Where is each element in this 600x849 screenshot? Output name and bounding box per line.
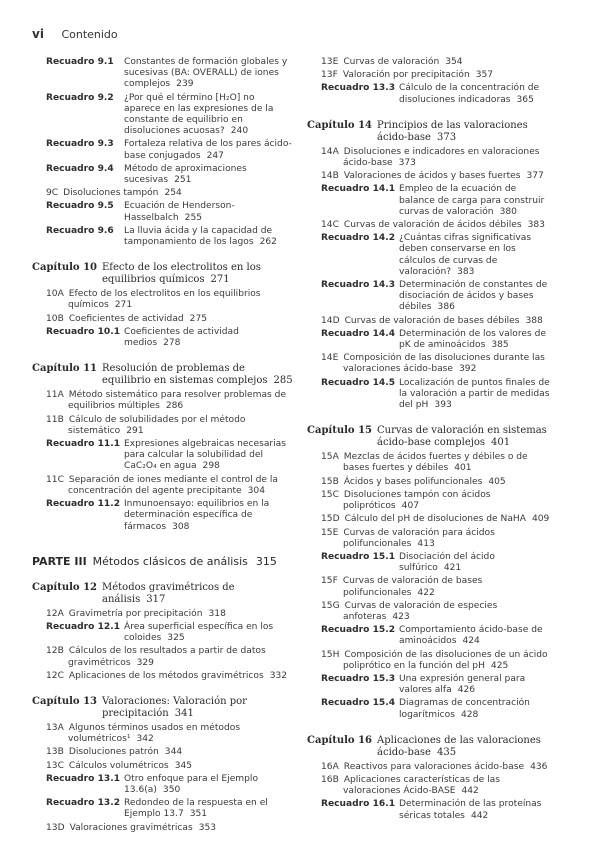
page-ref: 357 [475,70,494,81]
section-entry [32,823,294,834]
section-label-inline: 11B [46,414,64,425]
section-entry [32,671,294,682]
box-label: Recuadro 9.2 [46,92,114,103]
box-entry [32,226,294,248]
box-entry [32,57,294,91]
chapter-label: Capítulo 12 [32,581,97,593]
entry-title [307,220,551,231]
chapter-label: Capítulo 11 [32,363,97,375]
box-entry [32,439,294,473]
entry-title [32,475,294,497]
section-entry [307,514,551,525]
section-entry [32,289,294,311]
entry-title-text: Efecto de los electrolitos en los equilibrios químicos [68,289,261,311]
page-ref: 407 [401,501,420,512]
chapter-title-text: Resolución de problemas de equilibrio en sistemas complejos [102,363,268,387]
page-ref: 298 [202,461,220,472]
page-ref: 422 [417,587,435,598]
entry-title-text: Constantes de formación globales y sucesivas (BA: OVERALL) de iones complejos [124,57,288,90]
entry-title-text: Aplicaciones de los métodos gravimétricos [68,670,264,681]
box-label: Recuadro 13.1 [46,773,121,784]
part-heading [32,555,294,568]
page-ref: 315 [255,554,277,568]
page-ref: 401 [454,463,472,474]
box-entry [307,184,551,218]
entry-title [32,188,294,199]
box-label: Recuadro 14.1 [321,184,396,195]
box-entry [32,774,294,796]
box-label: Recuadro 9.1 [46,57,114,67]
box-label: Recuadro 13.2 [46,798,121,809]
box-label: Recuadro 11.2 [46,499,121,510]
entry-title [307,514,551,525]
box-label: Recuadro 15.2 [321,625,396,636]
page-ref: 413 [417,538,435,549]
page-ref: 329 [136,657,154,668]
part-title: Métodos clásicos de análisis [92,554,248,568]
entry-title-text: Disoluciones tampón con ácidos polipróticos [343,489,491,512]
running-title: Contenido [61,28,118,41]
box-label: Recuadro 12.1 [46,621,121,632]
box-entry [307,674,551,696]
entry-title-text: Curvas de valoración de bases débiles [344,315,520,326]
entry-title [32,761,294,772]
section-label-inline: 11C [46,474,64,485]
page-ref: 442 [470,810,489,821]
box-entry [32,499,294,533]
page-ref: 351 [189,809,208,820]
page-ref: 380 [499,206,517,217]
page-ref: 401 [491,437,511,449]
page-ref: 247 [206,150,224,161]
box-label: Recuadro 14.5 [321,377,396,388]
page-ref: 426 [457,685,476,696]
entry-title-text: ¿Por qué el término [H₂O] no aparece en las expresiones de la constante de equilibrio en disoluciones acuosas? [124,92,274,137]
entry-title [307,762,551,773]
entry-title-text: Reactivos para valoraciones ácido-base [343,761,525,772]
page-ref: 286 [165,401,184,412]
box-entry [32,622,294,644]
box-entry [32,327,294,349]
page-ref: 240 [230,126,249,137]
chapter-heading [32,582,294,606]
section-label-inline: 9C [46,188,59,199]
page-ref: 373 [436,131,457,143]
section-label-inline: 10A [46,289,64,300]
section-label-inline: 15H [321,649,340,660]
page-ref: 239 [176,79,194,90]
entry-title-text: Curvas de valoración para ácidos polifuncionales [343,527,495,549]
entry-title [307,601,551,623]
box-label: Recuadro 9.6 [46,225,114,236]
entry-title [307,353,551,375]
page-ref: 425 [490,660,509,671]
entry-title [307,576,551,598]
box-entry [307,280,551,314]
section-label-inline: 13B [46,747,64,758]
page-ref: 386 [437,302,455,313]
page-ref: 325 [167,633,185,644]
section-entry [307,220,551,231]
section-label-inline: 15A [321,452,339,463]
page-ref: 318 [208,608,226,619]
page-ref: 421 [443,563,462,574]
entry-title [307,171,551,182]
entry-title [307,452,551,474]
chapter-title-text: Valoraciones: Valoración por precipitación [102,695,247,719]
entry-title [32,747,294,758]
entry-title-text: Algunos términos usados en métodos volumétricos¹ [68,722,241,745]
section-entry [32,646,294,668]
section-entry [307,762,551,773]
entry-title-text: Una expresión general para valores alfa [399,673,526,696]
box-entry [307,233,551,278]
section-entry [307,147,551,169]
page-ref: 262 [259,237,277,248]
entry-title-text: Coeficientes de actividad medios [124,326,239,349]
section-label-inline: 13D [46,822,65,833]
section-entry [32,475,294,497]
page-ref: 271 [210,274,230,286]
entry-title-text: Cálculos de los resultados a partir de datos gravimétricos [68,646,266,668]
section-entry [32,390,294,412]
box-label: Recuadro 11.1 [46,439,121,450]
section-label-inline: 15G [321,600,340,611]
section-label-inline: 13F [321,70,338,81]
box-entry [307,625,551,647]
section-label-inline: 14D [321,315,340,326]
toc-column-right [307,57,551,824]
chapter-label: Capítulo 14 [307,119,372,131]
box-label: Recuadro 9.3 [46,139,114,150]
box-label: Recuadro 14.2 [321,233,396,244]
chapter-label: Capítulo 15 [307,425,372,437]
box-entry [307,698,551,720]
page-ref: 383 [457,266,475,277]
chapter-title-text: Curvas de valoración en sistemas ácido-base complejos [377,425,547,449]
entry-title-text: Redondeo de la respuesta en el Ejemplo 13.7 [124,798,268,820]
page-ref: 436 [530,761,548,772]
entry-title-text: Composición de las disoluciones de un ácido poliprótico en la función del pH [343,649,548,671]
page-ref: 392 [459,364,477,375]
entry-title [32,390,294,412]
box-label: Recuadro 13.3 [321,83,396,94]
section-entry [32,314,294,325]
toc-column-left [32,57,294,836]
page-ref: 435 [436,746,457,758]
section-label-inline: 12B [46,646,64,657]
chapter-title-text: Aplicaciones de las valoraciones ácido-base [377,734,541,758]
entry-title-text: Cálculo de la concentración de disoluciones indicadoras [399,83,540,105]
box-entry [32,139,294,161]
entry-title-text: Ecuación de Henderson-Hasselbalch [124,201,235,223]
section-entry [307,477,551,488]
box-label: Recuadro 10.1 [46,326,121,337]
section-label-inline: 11A [46,390,64,401]
section-label-inline: 15E [321,527,339,538]
page-ref: 341 [174,707,194,719]
page-ref: 383 [527,220,545,231]
page-ref: 344 [164,747,183,758]
section-entry [307,353,551,375]
section-entry [307,57,551,68]
page-ref: 278 [163,338,181,349]
section-label-inline: 16A [321,761,339,772]
box-label: Recuadro 16.1 [321,799,396,810]
chapter-heading [32,696,294,720]
entry-title [32,609,294,620]
entry-title [32,723,294,745]
section-label-inline: 15C [321,489,339,500]
page-ref: 308 [172,521,190,532]
entry-title-text: Gravimetría por precipitación [68,608,203,619]
page-ref: 423 [392,611,410,622]
box-entry [307,378,551,412]
entry-title [32,646,294,668]
page-ref: 332 [269,670,288,681]
page-ref: 385 [491,340,509,351]
section-label-inline: 15D [321,514,340,525]
entry-title-text: Ácidos y bases polifuncionales [343,476,483,487]
chapter-label: Capítulo 10 [32,262,97,274]
entry-title [32,823,294,834]
entry-title [307,70,551,81]
entry-title-text: Empleo de la ecuación de balance de carga para construir curvas de valoración [399,184,545,217]
page-ref: 291 [126,425,144,436]
page-ref: 285 [273,375,293,387]
page-ref: 304 [247,485,265,496]
entry-title [307,650,551,672]
entry-title [32,415,294,437]
entry-title-text: Cálculos volumétricos [68,760,169,771]
page-ref: 353 [198,822,217,833]
entry-title-text: ¿Cuántas cifras significativas deben conservarse en los cálculos de curvas de valoración? [399,233,532,277]
entry-title-text: Disoluciones e indicadores en valoraciones ácido-base [343,146,540,169]
entry-title-text: Localización de puntos finales de la valoración a partir de medidas del pH [399,377,550,411]
entry-title-text: Disoluciones patrón [68,747,159,758]
page-ref: 424 [462,636,480,647]
entry-title [307,147,551,169]
section-label-inline: 14B [321,171,339,182]
entry-title-text: Aplicaciones características de las valoraciones Ácido-BASE [343,774,500,797]
chapter-heading [307,425,551,449]
entry-title-text: Curvas de valoración de bases polifuncionales [342,576,483,598]
section-label-inline: 16B [321,774,339,785]
section-label-inline: 14E [321,353,339,364]
section-label-inline: 15B [321,476,339,487]
page-header [32,27,118,41]
page-ref: 350 [162,784,181,795]
section-label-inline: 12C [46,670,64,681]
section-label-inline: 13A [46,722,64,733]
entry-title-text: Diagramas de concentración logarítmicos [399,698,530,720]
box-entry [307,552,551,574]
box-entry [307,83,551,105]
entry-title-text: Curvas de valoración de especies anfoteras [343,600,498,622]
section-entry [307,316,551,327]
section-label-inline: 12A [46,608,64,619]
entry-title-text: Determinación de los valores de pK de aminoácidos [399,328,546,351]
page-ref: 393 [434,400,452,411]
entry-title-text: Otro enfoque para el Ejemplo 13.6(a) [124,773,259,795]
page-number: vi [32,27,44,41]
box-entry [32,93,294,138]
entry-title-text: Inmunoensayo: equilibrios en la determinación específica de fármacos [124,499,270,532]
entry-title-text: Valoración por precipitación [342,70,470,81]
entry-title-text: Disoluciones tampón [63,188,159,199]
entry-title-text: Área superficial específica en los coloides [124,621,274,644]
entry-title [32,289,294,311]
entry-title-text: La lluvia ácida y la capacidad de tamponamiento de los lagos [124,225,273,248]
page-ref: 255 [184,212,203,223]
section-entry [32,188,294,199]
section-label-inline: 14A [321,146,339,157]
section-entry [307,452,551,474]
entry-title [32,314,294,325]
entry-title-text: Comportamiento ácido-base de aminoácidos [399,625,543,647]
page-ref: 428 [460,709,479,720]
section-entry [32,747,294,758]
page-ref: 377 [526,171,544,182]
box-entry [307,329,551,351]
section-entry [307,775,551,797]
box-label: Recuadro 15.1 [321,551,396,562]
page-ref: 373 [398,158,416,169]
box-entry [32,201,294,223]
entry-title-text: Método de aproximaciones sucesivas [124,163,247,186]
page-ref: 254 [164,188,182,199]
section-entry [307,576,551,598]
section-entry [307,601,551,623]
entry-title [307,316,551,327]
entry-title-text: Método sistemático para resolver problemas de equilibrios múltiples [68,390,287,412]
section-label-inline: 13C [46,760,64,771]
section-entry [307,528,551,550]
chapter-heading [307,735,551,759]
page-ref: 388 [525,315,543,326]
page-ref: 345 [174,760,193,771]
page-ref: 342 [136,734,154,745]
part-label: PARTE III [32,554,87,568]
entry-title-text: Expresiones algebraicas necesarias para calcular la solubilidad del CaC₂O₄ en agua [124,439,286,472]
entry-title [307,490,551,512]
chapter-title-text: Principios de las valoraciones ácido-base [377,119,528,143]
chapter-label: Capítulo 16 [307,734,372,746]
page-ref: 409 [531,514,550,525]
section-entry [32,609,294,620]
page-ref: 442 [461,786,479,797]
page-ref: 271 [114,300,133,311]
page-ref: 365 [516,94,534,105]
chapter-heading [32,363,294,387]
page-ref: 251 [174,175,192,186]
page-ref: 317 [146,593,166,605]
section-entry [307,650,551,672]
box-label: Recuadro 9.5 [46,201,114,212]
section-label-inline: 13E [321,57,339,67]
section-entry [307,171,551,182]
chapter-heading [32,262,294,286]
entry-title [307,57,551,68]
section-entry [307,70,551,81]
entry-title-text: Composición de las disoluciones durante las valoraciones ácido-base [343,353,545,375]
entry-title [307,477,551,488]
entry-title-text: Valoraciones de ácidos y bases fuertes [343,171,521,182]
entry-title [307,528,551,550]
entry-title-text: Curvas de valoración de ácidos débiles [343,220,522,231]
entry-title-text: Coeficientes de actividad [68,313,184,324]
entry-title-text: Fortaleza relativa de los pares ácido-base conjugados [124,139,292,161]
box-entry [32,164,294,186]
section-entry [32,415,294,437]
entry-title-text: Mezclas de ácidos fuertes y débiles o de bases fuertes y débiles [343,452,528,474]
page-ref: 354 [445,57,463,67]
box-label: Recuadro 15.4 [321,698,396,709]
box-label: Recuadro 15.3 [321,673,396,684]
chapter-heading [307,120,551,144]
box-entry [32,798,294,820]
page-ref: 405 [488,476,506,487]
entry-title-text: Separación de iones mediante el control de la concentración del agente precipitante [68,474,278,496]
section-label-inline: 10B [46,313,64,324]
section-label-inline: 14C [321,220,339,231]
box-label: Recuadro 14.3 [321,280,396,291]
entry-title-text: Curvas de valoración [343,57,440,67]
chapter-label: Capítulo 13 [32,695,97,707]
entry-title-text: Disociación del ácido sulfúrico [399,551,495,574]
box-label: Recuadro 9.4 [46,163,114,174]
entry-title-text: Cálculo de solubilidades por el método sistemático [68,414,246,436]
box-entry [307,799,551,821]
box-label: Recuadro 14.4 [321,328,396,339]
section-entry [307,490,551,512]
section-entry [32,761,294,772]
entry-title-text: Valoraciones gravimétricas [69,822,193,833]
chapter-title-text: Métodos gravimétricos de análisis [102,581,235,605]
page-ref: 275 [189,313,208,324]
entry-title [32,671,294,682]
entry-title-text: Determinación de constantes de disociación de ácidos y bases débiles [399,280,548,313]
entry-title-text: Cálculo del pH de disoluciones de NaHA [344,514,526,525]
section-label-inline: 15F [321,576,338,587]
section-entry [32,723,294,745]
entry-title [307,775,551,797]
entry-title-text: Determinación de las proteínas séricas totales [399,799,542,821]
chapter-title-text: Efecto de los electrolitos en los equilibrios químicos [102,262,261,286]
